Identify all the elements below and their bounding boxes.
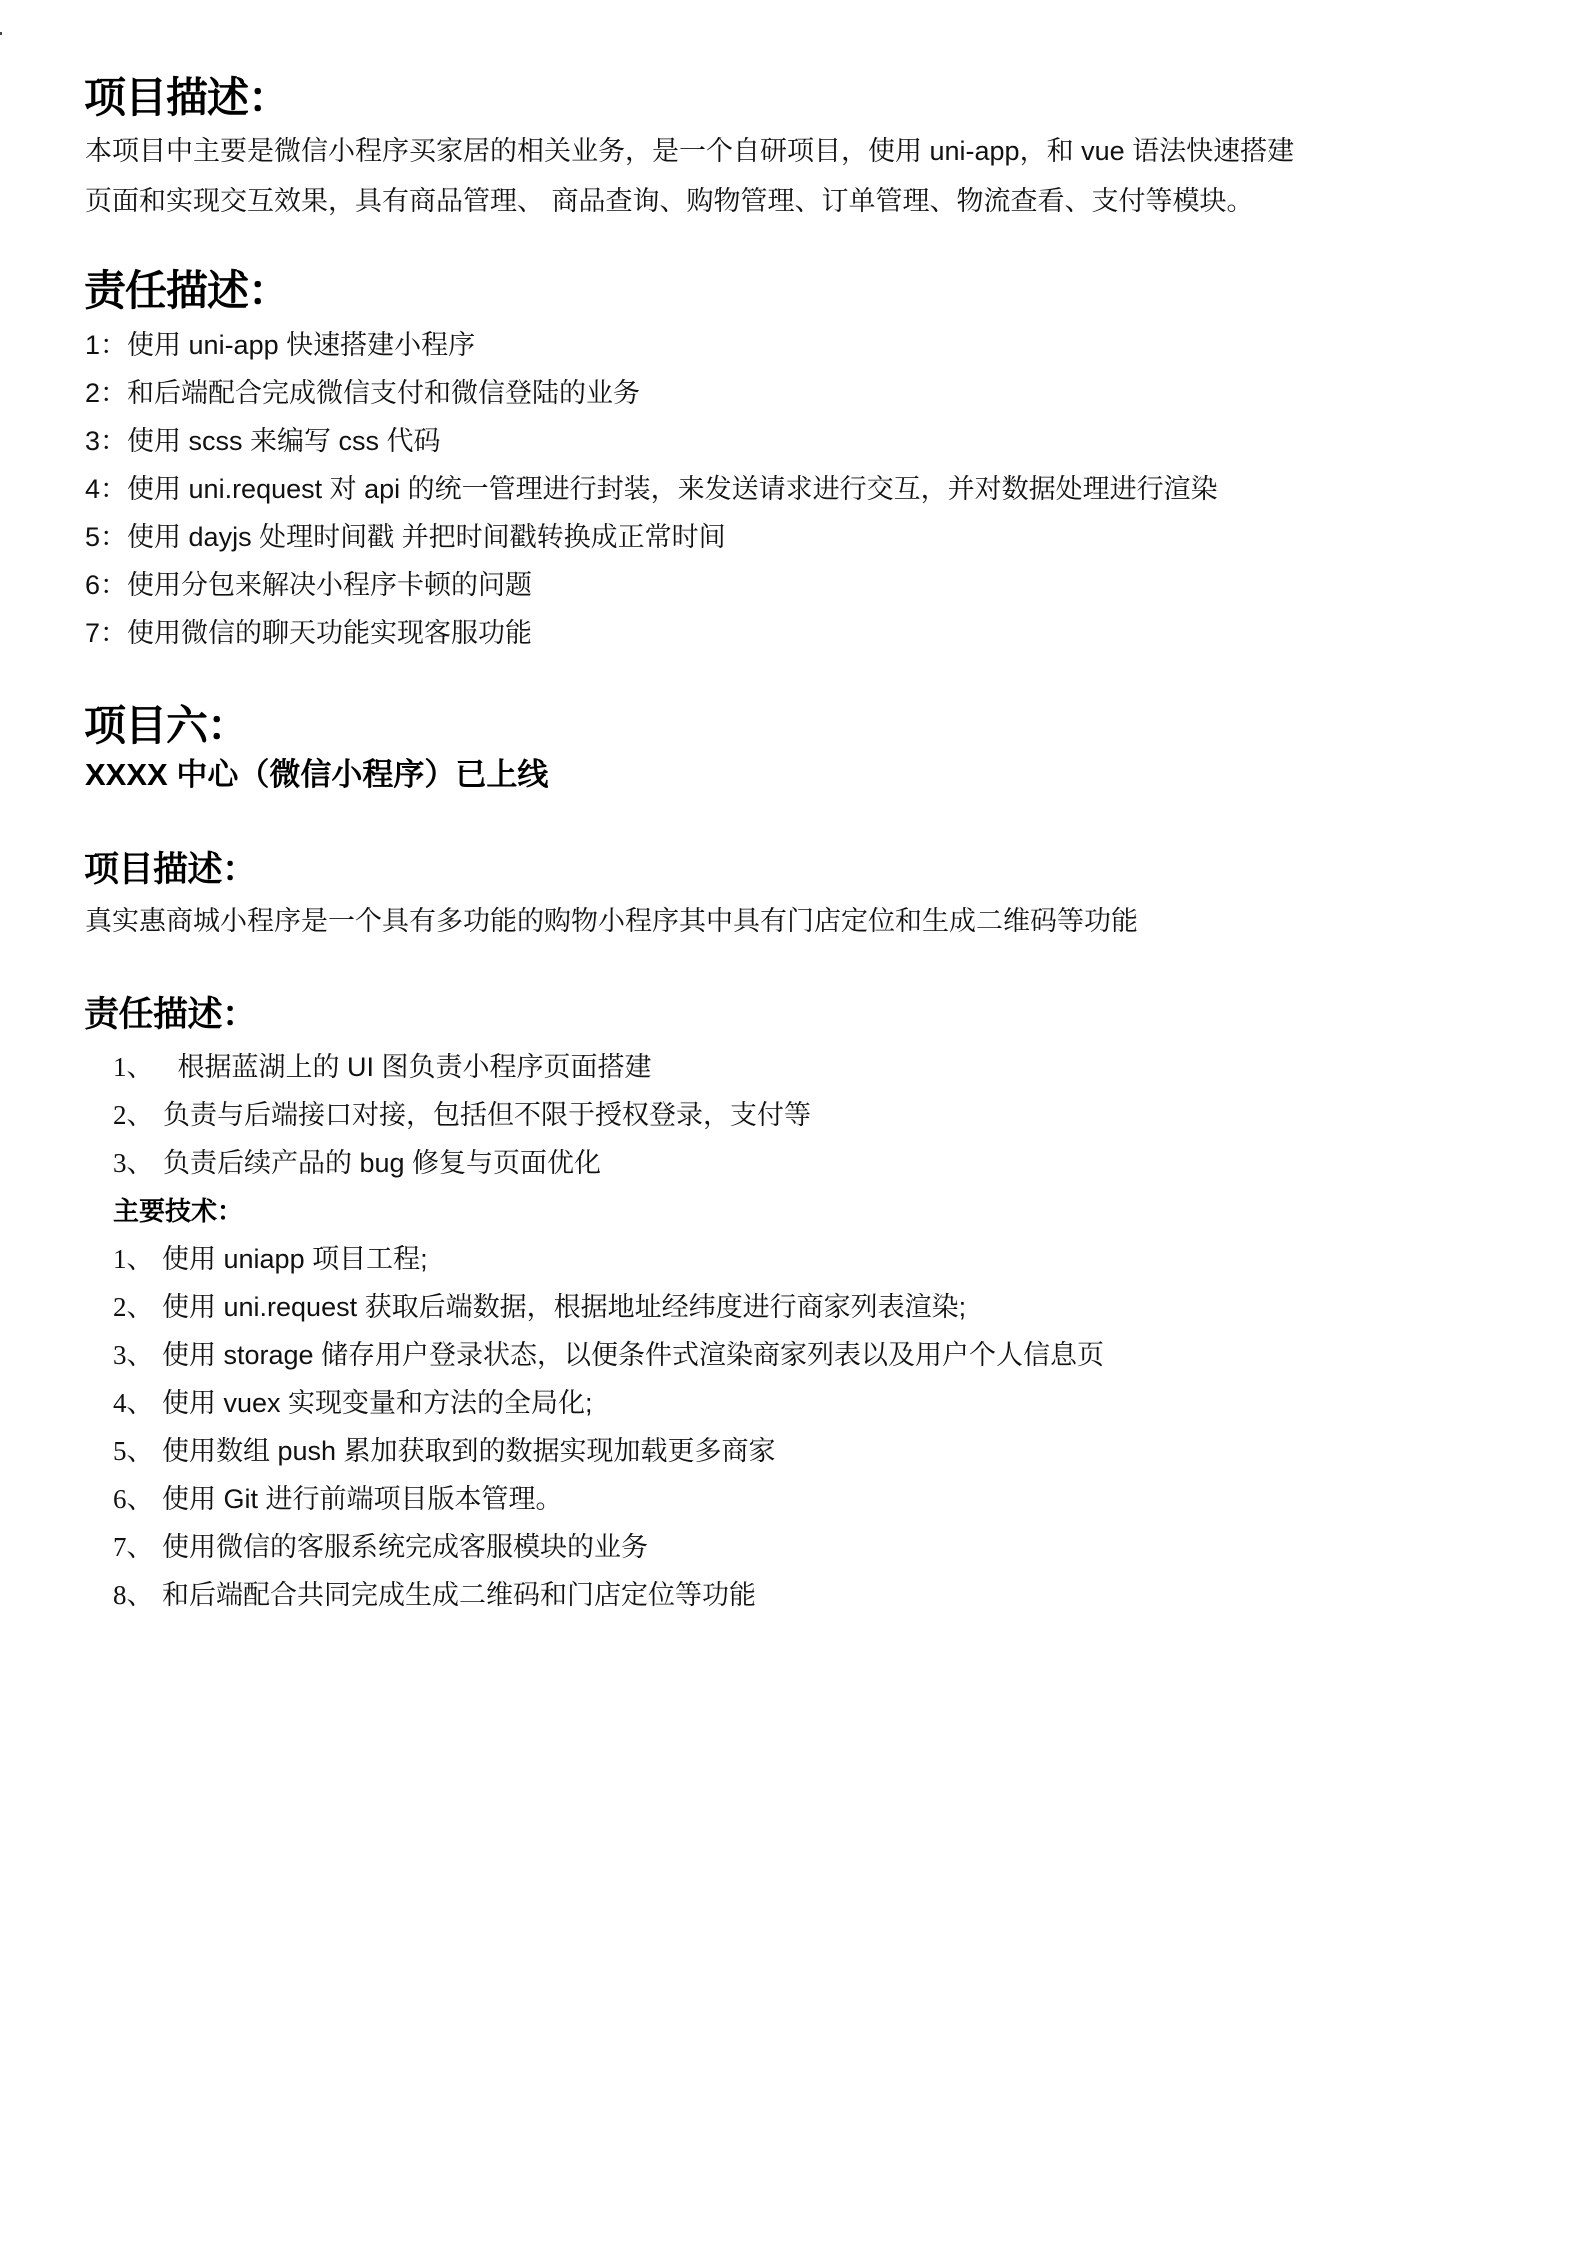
section-heading-main-tech: 主要技术： <box>113 1196 244 1226</box>
item-text: 使用 scss 来编写 css 代码 <box>127 426 441 456</box>
responsibility-item <box>85 520 726 554</box>
project-subtitle: XXXX 中心（微信小程序）已上线 <box>85 757 549 792</box>
item-number: 5、 <box>113 1436 154 1466</box>
responsibility-item <box>85 616 532 650</box>
tech-item <box>113 1242 428 1276</box>
responsibility-item <box>113 1050 652 1084</box>
item-text: 负责与后端接口对接，包括但不限于授权登录，支付等 <box>163 1100 811 1130</box>
project-title: 项目六： <box>84 702 249 749</box>
tech-item <box>113 1434 776 1468</box>
item-text: 使用 dayjs 处理时间戳 并把时间戳转换成正常时间 <box>127 522 726 552</box>
item-text: 使用分包来解决小程序卡顿的问题 <box>127 570 533 600</box>
item-number: 4、 <box>113 1388 154 1418</box>
item-text: 使用 Git 进行前端项目版本管理。 <box>162 1484 563 1514</box>
item-text: 和后端配合共同完成生成二维码和门店定位等功能 <box>162 1580 756 1610</box>
tech-item <box>113 1290 966 1324</box>
item-number: 2： <box>85 378 128 408</box>
tech-item <box>113 1338 1104 1372</box>
item-number: 1、 <box>113 1244 154 1274</box>
responsibility-item <box>113 1098 811 1132</box>
item-number: 6： <box>85 570 128 600</box>
item-number: 1： <box>85 330 128 360</box>
item-text: 使用 uni.request 获取后端数据，根据地址经纬度进行商家列表渲染; <box>162 1292 967 1322</box>
item-number: 3、 <box>113 1148 154 1178</box>
item-number: 7： <box>85 618 128 648</box>
responsibility-item <box>113 1146 601 1180</box>
item-number: 5： <box>85 522 128 552</box>
item-number: 6、 <box>113 1484 154 1514</box>
item-text: 使用 uniapp 项目工程; <box>162 1244 428 1274</box>
item-text: 使用 storage 储存用户登录状态，以便条件式渲染商家列表以及用户个人信息页 <box>162 1340 1105 1370</box>
responsibility-item <box>85 472 1218 506</box>
item-text: 使用 uni-app 快速搭建小程序 <box>127 330 476 360</box>
tech-item <box>113 1386 593 1420</box>
item-text: 使用数组 push 累加获取到的数据实现加载更多商家 <box>162 1436 776 1466</box>
responsibility-item <box>85 376 640 410</box>
item-text: 使用 vuex 实现变量和方法的全局化; <box>162 1388 593 1418</box>
responsibility-item <box>85 424 441 458</box>
item-number: 3、 <box>113 1340 154 1370</box>
tech-item <box>113 1578 756 1612</box>
section-heading-responsibilities: 责任描述： <box>84 267 290 314</box>
item-number: 4： <box>85 474 128 504</box>
item-text: 使用 uni.request 对 api 的统一管理进行封装，来发送请求进行交互，并对数据处理进行渲染 <box>127 474 1218 504</box>
project-description-line: 本项目中主要是微信小程序买家居的相关业务，是一个自研项目，使用 uni-app，和 vue 语法快速搭建 <box>85 136 1295 166</box>
project-description-line: 真实惠商城小程序是一个具有多功能的购物小程序其中具有门店定位和生成二维码等功能 <box>85 906 1138 936</box>
item-number: 3： <box>85 426 128 456</box>
scan-speck <box>0 32 2 35</box>
item-text: 负责后续产品的 bug 修复与页面优化 <box>163 1148 602 1178</box>
item-number: 2、 <box>113 1292 154 1322</box>
item-text: 和后端配合完成微信支付和微信登陆的业务 <box>127 378 641 408</box>
item-text: 使用微信的客服系统完成客服模块的业务 <box>162 1532 648 1562</box>
responsibility-item <box>85 328 475 362</box>
section-heading-project-description: 项目描述： <box>84 74 290 121</box>
item-text: 使用微信的聊天功能实现客服功能 <box>127 618 533 648</box>
item-number: 7、 <box>113 1532 154 1562</box>
item-text: 根据蓝湖上的 UI 图负责小程序页面搭建 <box>170 1052 652 1082</box>
section-heading-responsibilities: 责任描述： <box>84 995 257 1034</box>
item-number: 1、 <box>113 1052 154 1082</box>
tech-item <box>113 1530 648 1564</box>
project-description-line: 页面和实现交互效果，具有商品管理、 商品查询、购物管理、订单管理、物流查看、支付等模块。 <box>85 186 1254 216</box>
responsibility-item <box>85 568 532 602</box>
section-heading-project-description: 项目描述： <box>84 850 257 889</box>
item-number: 8、 <box>113 1580 154 1610</box>
tech-item <box>113 1482 563 1516</box>
item-number: 2、 <box>113 1100 154 1130</box>
